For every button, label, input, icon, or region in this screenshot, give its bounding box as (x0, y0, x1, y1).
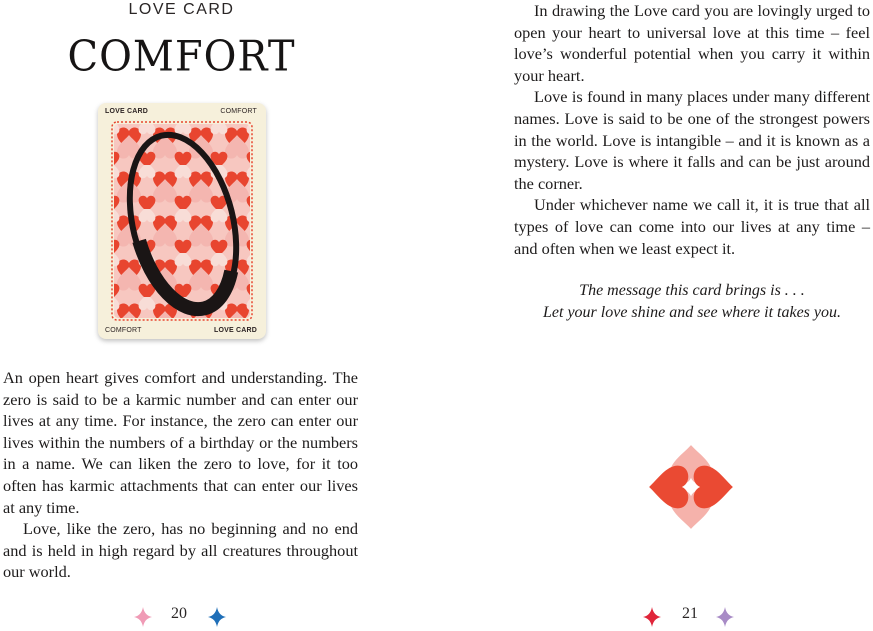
section-label: LOVE CARD (128, 1, 235, 18)
card-corner-bottom-left: COMFORT (105, 327, 142, 334)
message-intro: The message this card brings is . . . (579, 282, 805, 299)
paragraph: Under whichever name we call it, it is true that all types of love can come into our lives at any time – and often when we least expect it. (514, 195, 870, 258)
page-number: 20 (171, 605, 187, 622)
paragraph: Love, like the zero, has no beginning and no end and is held in high regard by all creatures throughout our world. (3, 519, 358, 582)
right-page (437, 0, 873, 631)
message-text: Let your love shine and see where it takes you. (543, 303, 841, 321)
card-message (514, 280, 870, 323)
pink-star-icon (134, 607, 152, 627)
card-corner-bottom-right: LOVE CARD (213, 327, 257, 334)
card-corner-top-right: COMFORT (220, 108, 257, 115)
left-page (0, 0, 436, 631)
left-body-text (3, 367, 358, 583)
love-card-image (98, 103, 266, 339)
paragraph: Love is found in many places under many different names. Love is said to be one of the strongest powers in the world. Love is intangible – and it is known as a mystery. Love is where it falls and can be just around the corner. (514, 87, 870, 193)
card-heart-pattern-art (111, 121, 253, 321)
paragraph: An open heart gives comfort and understanding. The zero is said to be a karmic number and can enter our lives at any time. For instance, the zero can enter our lives within the numbers of a birthday or the numbers in a name. We can liken the zero to love, for it too often has karmic attachments that can enter our lives at any time. (3, 368, 358, 517)
right-body-text (514, 0, 870, 259)
paragraph: In drawing the Love card you are lovingly urged to open your heart to universal love at this time – feel love’s wonderful potential when you carry it within your heart. (514, 1, 870, 85)
purple-star-icon (716, 607, 734, 627)
card-corner-top-left: LOVE CARD (105, 108, 149, 115)
page-number: 21 (682, 605, 698, 622)
card-title: COMFORT (67, 32, 296, 82)
blue-star-icon (208, 607, 226, 627)
red-star-icon (643, 607, 661, 627)
four-hearts-flower-icon (640, 437, 742, 537)
